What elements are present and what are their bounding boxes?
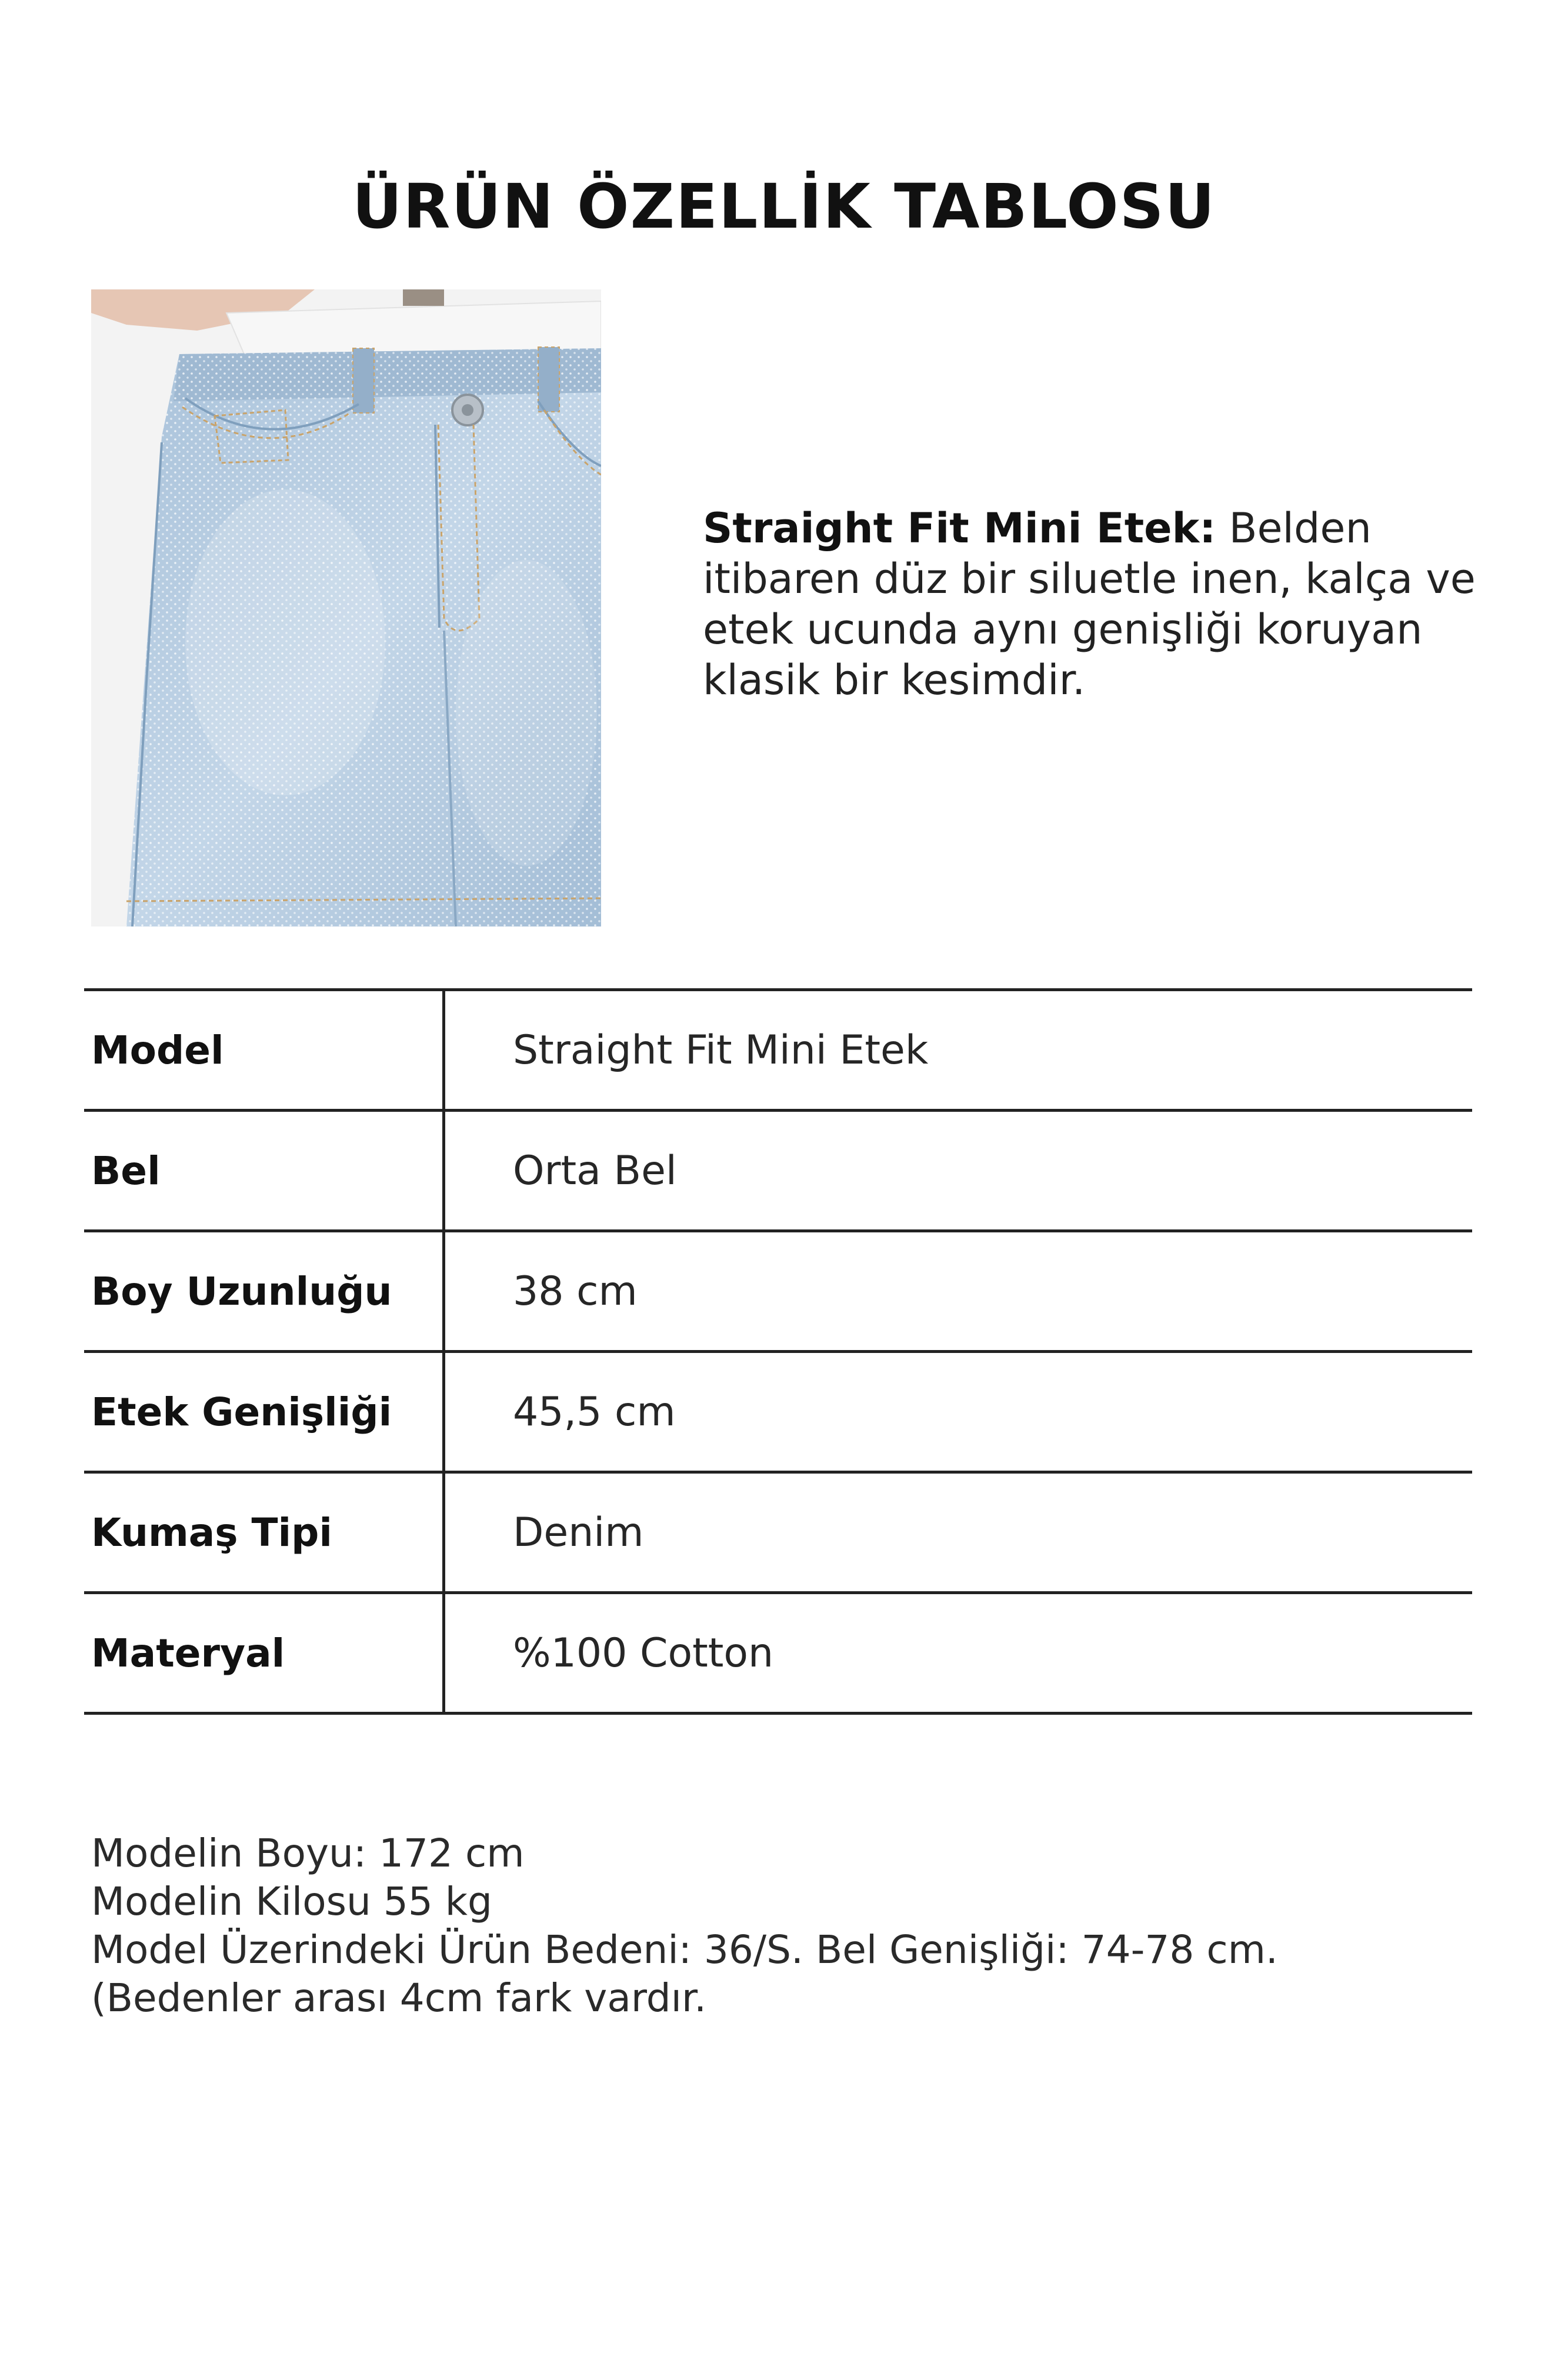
note-model-size: Model Üzerindeki Ürün Bedeni: 36/S. Bel Genişliği: 74-78 cm. (Bedenler arası 4cm fark vardır. xyxy=(91,1927,1278,2021)
spec-label-kumas-tipi: Kumaş Tipi xyxy=(84,1472,444,1593)
spec-label-materyal: Materyal xyxy=(84,1593,444,1714)
spec-value-etek-genisligi: 45,5 cm xyxy=(513,1388,676,1435)
spec-label-model: Model xyxy=(84,990,444,1111)
product-description xyxy=(703,503,1491,705)
denim-skirt-photo-icon xyxy=(91,289,601,926)
spec-value-materyal: %100 Cotton xyxy=(513,1629,774,1677)
spec-table xyxy=(84,988,1472,1715)
table-row xyxy=(84,1593,1472,1714)
page-title: ÜRÜN ÖZELLİK TABLOSU xyxy=(352,171,1216,242)
description-lead: Straight Fit Mini Etek: xyxy=(703,504,1216,552)
table-row xyxy=(84,990,1472,1111)
spec-value-boy-uzunlugu: 38 cm xyxy=(513,1268,638,1315)
table-row xyxy=(84,1352,1472,1472)
spec-label-etek-genisligi: Etek Genişliği xyxy=(84,1352,444,1472)
note-model-height: Modelin Boyu: 172 cm xyxy=(91,1831,525,1876)
note-model-weight: Modelin Kilosu 55 kg xyxy=(91,1879,492,1924)
spec-label-boy-uzunlugu: Boy Uzunluğu xyxy=(84,1231,444,1352)
spec-value-model: Straight Fit Mini Etek xyxy=(513,1026,929,1074)
product-photo xyxy=(91,289,601,926)
table-row xyxy=(84,1472,1472,1593)
spec-label-bel: Bel xyxy=(84,1111,444,1231)
table-row xyxy=(84,1231,1472,1352)
table-row xyxy=(84,1111,1472,1231)
description-text: Belden itibaren düz bir siluetle inen, kalça ve etek ucunda aynı genişliği koruyan klasik bir kesimdir. xyxy=(703,504,1476,704)
spec-value-kumas-tipi: Denim xyxy=(513,1509,644,1556)
model-notes xyxy=(91,1829,1479,2022)
spec-value-bel: Orta Bel xyxy=(513,1147,677,1194)
